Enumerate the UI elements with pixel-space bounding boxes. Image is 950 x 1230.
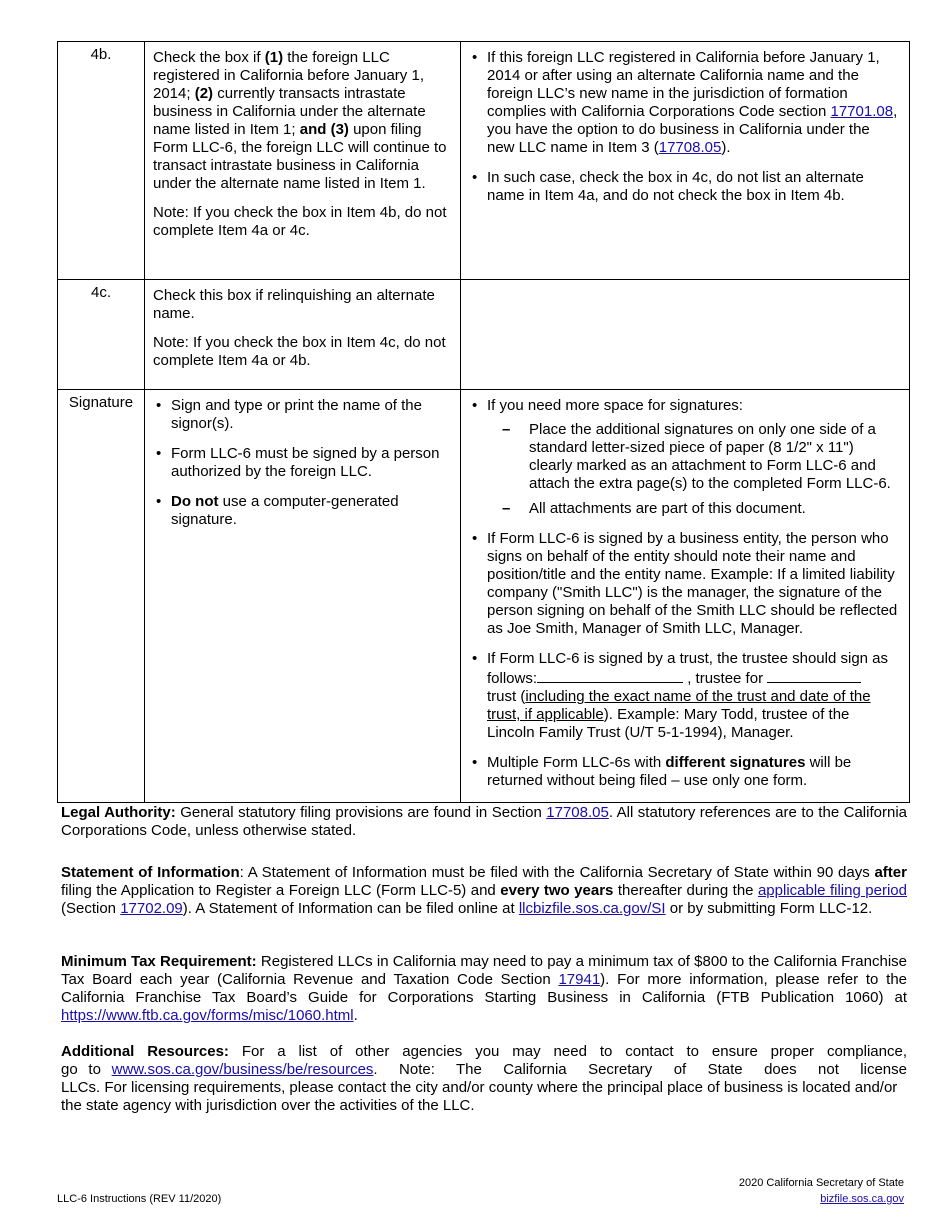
item-notes — [461, 390, 910, 803]
code-link-17941[interactable]: 17941 — [558, 971, 601, 988]
list-item: • If Form LLC-6 is signed by a trust, the trustee should sign as follows: , trustee for trust (including the exact name of the trust and date of the trust, if applicable). Example: Mary Todd, trustee of the Lincoln Family Trust (U/T 5-1-1994), Manager. — [487, 650, 901, 742]
list-item: • Sign and type or print the name of the signor(s). — [171, 397, 454, 433]
code-link-17708-05[interactable]: 17708.05 — [658, 139, 722, 156]
list-item: • If Form LLC-6 is signed by a business entity, the person who signs on behalf of the entity should note their name and position/title and the entity name. Example: If a limited liability company ("Smith LLC") is the manager, the signature of the person signing on behalf of the Smith LLC should be reflected as Joe Smith, Manager of Smith LLC, Manager. — [487, 530, 901, 638]
list-item: • If you need more space for signatures: – Place the additional signatures on only one side of a standard letter-sized piece of paper (8 1/2" x 11") clearly marked as an attachment to Form LLC-6 and attach the extra page(s) to the completed Form LLC-6. – All attachments are part of this document. — [487, 397, 901, 518]
instruction-note: Note: If you check the box in Item 4c, do not complete Item 4a or 4b. — [153, 334, 446, 369]
blank-line — [767, 668, 861, 683]
resources-link[interactable]: www.sos.ca.gov/business/be/resources — [111, 1061, 374, 1078]
copyright-text: 2020 California Secretary of State — [738, 1177, 904, 1189]
item-instructions — [145, 280, 461, 390]
instructions-table — [57, 41, 910, 803]
item-notes — [461, 42, 910, 280]
item-notes — [461, 280, 910, 390]
list-item: • Form LLC-6 must be signed by a person authorized by the foreign LLC. — [171, 445, 454, 481]
sub-list-item: – All attachments are part of this document. — [529, 500, 901, 518]
bizfile-link[interactable]: bizfile.sos.ca.gov — [820, 1193, 904, 1205]
table-row-signature — [58, 390, 910, 803]
filing-period-link[interactable]: applicable filing period — [757, 882, 907, 899]
ftb-publication-link[interactable]: https://www.ftb.ca.gov/forms/misc/1060.html — [61, 1007, 354, 1024]
list-item: • Do not use a computer-generated signature. — [171, 493, 454, 529]
item-label: 4c. — [58, 280, 145, 390]
item-instructions — [145, 42, 461, 280]
footer-right — [739, 1175, 904, 1207]
code-link-17708-05[interactable]: 17708.05 — [546, 804, 609, 821]
sub-list-item: – Place the additional signatures on only one side of a standard letter-sized piece of paper (8 1/2" x 11") clearly marked as an attachment to Form LLC-6 and attach the extra page(s) to the completed Form LLC-6. — [529, 421, 901, 493]
item-label: 4b. — [58, 42, 145, 280]
minimum-tax-section: Minimum Tax Requirement: Registered LLCs in California may need to pay a minimum tax of $800 to the California Franchise Tax Board each year (California Revenue and Taxation Code Section 17941). For more information, please refer to the California Franchise Tax Board’s Guide for Corporations Starting Business in California (FTB Publication 1060) at https://www.ftb.ca.gov/forms/misc/1060.html. — [61, 953, 907, 1024]
table-row-4c — [58, 280, 910, 390]
instruction-text: Check this box if relinquishing an alternate name. — [153, 287, 435, 322]
blank-line — [537, 668, 683, 683]
list-item: • If this foreign LLC registered in California before January 1, 2014 or after using an alternate California name and the foreign LLC’s new name in the jurisdiction of formation complies with California Corporations Code section 17701.08, you have the option to do business in California under the new LLC name in Item 3 (17708.05). — [487, 49, 901, 157]
form-revision-id: LLC-6 Instructions (REV 11/2020) — [57, 1193, 222, 1205]
list-item: • In such case, check the box in 4c, do not list an alternate name in Item 4a, and do not check the box in Item 4b. — [487, 169, 901, 205]
statement-of-information-section: Statement of Information: A Statement of Information must be filed with the California Secretary of State within 90 days after filing the Application to Register a Foreign LLC (Form LLC-5) and every two years thereafter during the applicable filing period (Section 17702.09). A Statement of Information can be filed online at llcbizfile.sos.ca.gov/SI or by submitting Form LLC-12. — [61, 864, 907, 917]
table-row-4b — [58, 42, 910, 280]
item-instructions — [145, 390, 461, 803]
additional-resources-section: Additional Resources: For a list of other agencies you may need to contact to ensure proper compliance, go to www.sos.ca.gov/business/be/resources. Note: The California Secretary of State does not license LLCs. For licensing requirements, please contact the city and/or county where the principal place of business is located and/or the state agency with jurisdiction over the activities of the LLC. — [61, 1043, 907, 1114]
list-item: • Multiple Form LLC-6s with different signatures will be returned without being filed – use only one form. — [487, 754, 901, 790]
code-link-17701-08[interactable]: 17701.08 — [830, 103, 894, 120]
item-label: Signature — [58, 390, 145, 803]
instruction-note: Note: If you check the box in Item 4b, do not complete Item 4a or 4c. — [153, 204, 447, 239]
code-link-17702-09[interactable]: 17702.09 — [120, 900, 183, 917]
bizfile-si-link[interactable]: llcbizfile.sos.ca.gov/SI — [518, 900, 666, 917]
instruction-text: Check the box if (1) the foreign LLC registered in California before January 1, 2014; (2) currently transacts intrastate business in California under the alternate name listed in Item 1; and (3) upon filing Form LLC-6, the foreign LLC will continue to transact intrastate business in California under the alternate name listed in Item 1. — [153, 49, 447, 192]
legal-authority-section: Legal Authority: General statutory filing provisions are found in Section 17708.05. All statutory references are to the California Corporations Code, unless otherwise stated. — [61, 804, 907, 839]
